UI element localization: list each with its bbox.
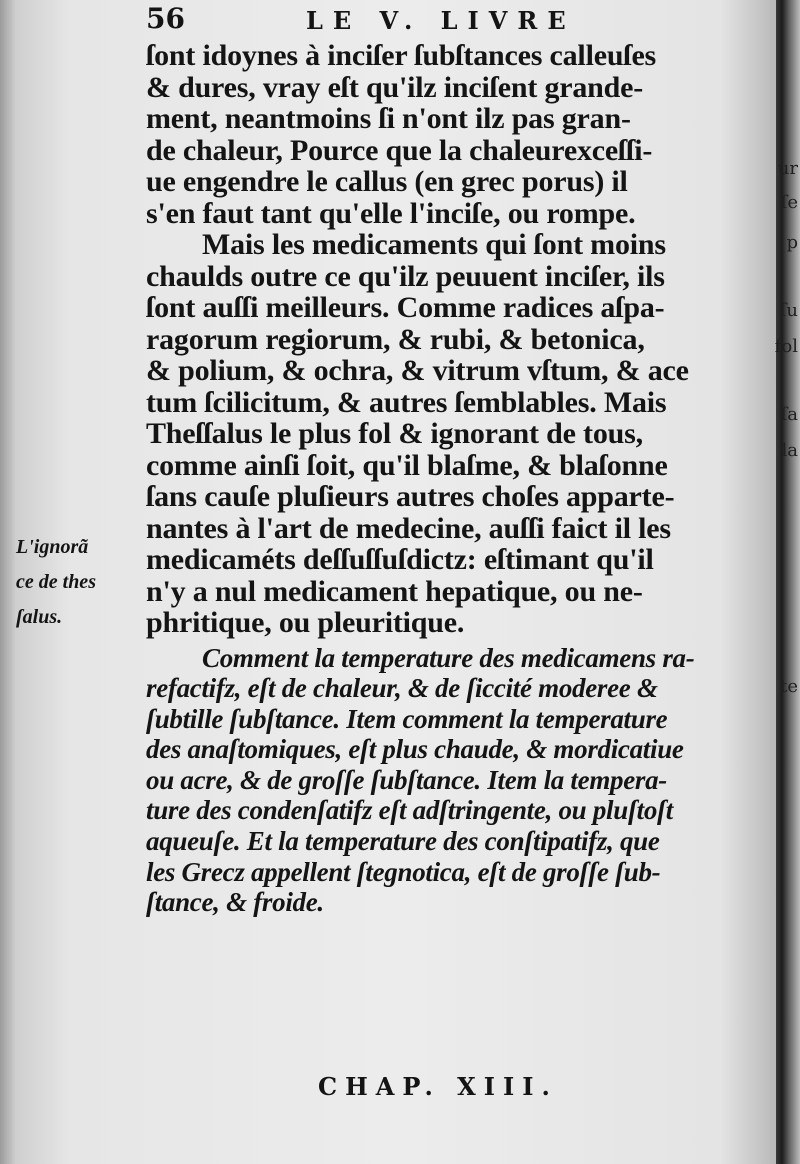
chapter-summary: [146, 643, 756, 918]
summary-line: Comment la temperature des medicamens ra-: [202, 642, 695, 673]
text-line: ue engendre le callus (en grec porus) il: [146, 165, 628, 198]
bleed-text: p: [786, 232, 798, 253]
bleed-text: te: [780, 676, 798, 697]
chapter-heading: CHAP. XIII.: [318, 1072, 558, 1101]
text-line: comme ainſi ſoit, qu'il blaſme, & blaſonne: [146, 448, 668, 482]
text-line: & dures, vray eſt qu'ilz inciſent grande-: [146, 70, 644, 104]
text-line: phritique, ou pleuritique.: [146, 606, 465, 639]
summary-line: aqueuſe. Et la temperature des conſtipatifz, que: [146, 826, 660, 857]
summary-line: les Grecz appellent ſtegnotica, eſt de groſſe ſub-: [146, 856, 661, 887]
bleed-text: ur: [777, 158, 798, 179]
bleed-text: ſe: [780, 192, 798, 213]
text-line: Mais les medicaments qui ſont moins: [202, 228, 666, 261]
summary-line: refactifz, eſt de chaleur, & de ſiccité moderee &: [146, 673, 658, 704]
bleed-text: ſu: [779, 300, 798, 321]
bleed-text: fol: [774, 336, 798, 357]
text-line: ragorum regiorum, & rubi, & betonica,: [146, 322, 645, 356]
paragraph-2: [146, 229, 756, 639]
summary-line: des anaſtomiques, eſt plus chaude, & mordicatiue: [146, 734, 684, 765]
margin-note-line: ſalus.: [16, 606, 63, 628]
text-line: ſont idoynes à inciſer ſubſtances calleuſes: [146, 39, 657, 72]
running-title: LE V. LIVRE: [306, 6, 576, 35]
text-line: nantes à l'art de medecine, auſſi faict il les: [146, 511, 671, 545]
margin-note-line: L'ignorã: [16, 536, 89, 558]
text-line: s'en faut tant qu'elle l'inciſe, ou rompe.: [146, 196, 636, 230]
paragraph-1: [146, 40, 756, 229]
text-line: Theſſalus le plus fol & ignorant de tous,: [146, 417, 643, 450]
page-header: [146, 2, 766, 36]
bleed-text: la: [781, 440, 798, 461]
text-line: tum ſcilicitum, & autres ſemblables. Mais: [146, 385, 667, 419]
page-gutter: [776, 0, 800, 1164]
text-line: & polium, & ochra, & vitrum vſtum, & ace: [146, 354, 689, 387]
bleed-text: ſa: [780, 404, 798, 425]
summary-line: ou acre, & de groſſe ſubſtance. Item la tempera-: [146, 764, 667, 795]
summary-line: ſubtille ſubſtance. Item comment la temperature: [146, 703, 668, 734]
text-line: n'y a nul medicament hepatique, ou ne-: [146, 574, 643, 608]
text-line: chaulds outre ce qu'ilz peuuent inciſer, ils: [146, 259, 665, 293]
text-line: de chaleur, Pource que la chaleurexceſſi-: [146, 133, 653, 167]
page-number: 56: [146, 2, 185, 35]
text-line: medicaméts deſſuſſuſdictz: eſtimant qu'il: [146, 543, 654, 576]
summary-line: ſtance, & froide.: [146, 887, 324, 918]
margin-note-line: ce de thes: [16, 571, 96, 593]
text-line: ment, neantmoins ſi n'ont ilz pas gran-: [146, 102, 631, 135]
text-line: ſans cauſe pluſieurs autres choſes apparte-: [146, 480, 675, 513]
text-line: ſont auſſi meilleurs. Comme radices aſpa-: [146, 291, 665, 324]
summary-line: ture des condenſatifz eſt adſtringente, ou pluſtoſt: [146, 795, 673, 826]
text-body: [146, 40, 756, 918]
margin-note: [16, 530, 146, 635]
